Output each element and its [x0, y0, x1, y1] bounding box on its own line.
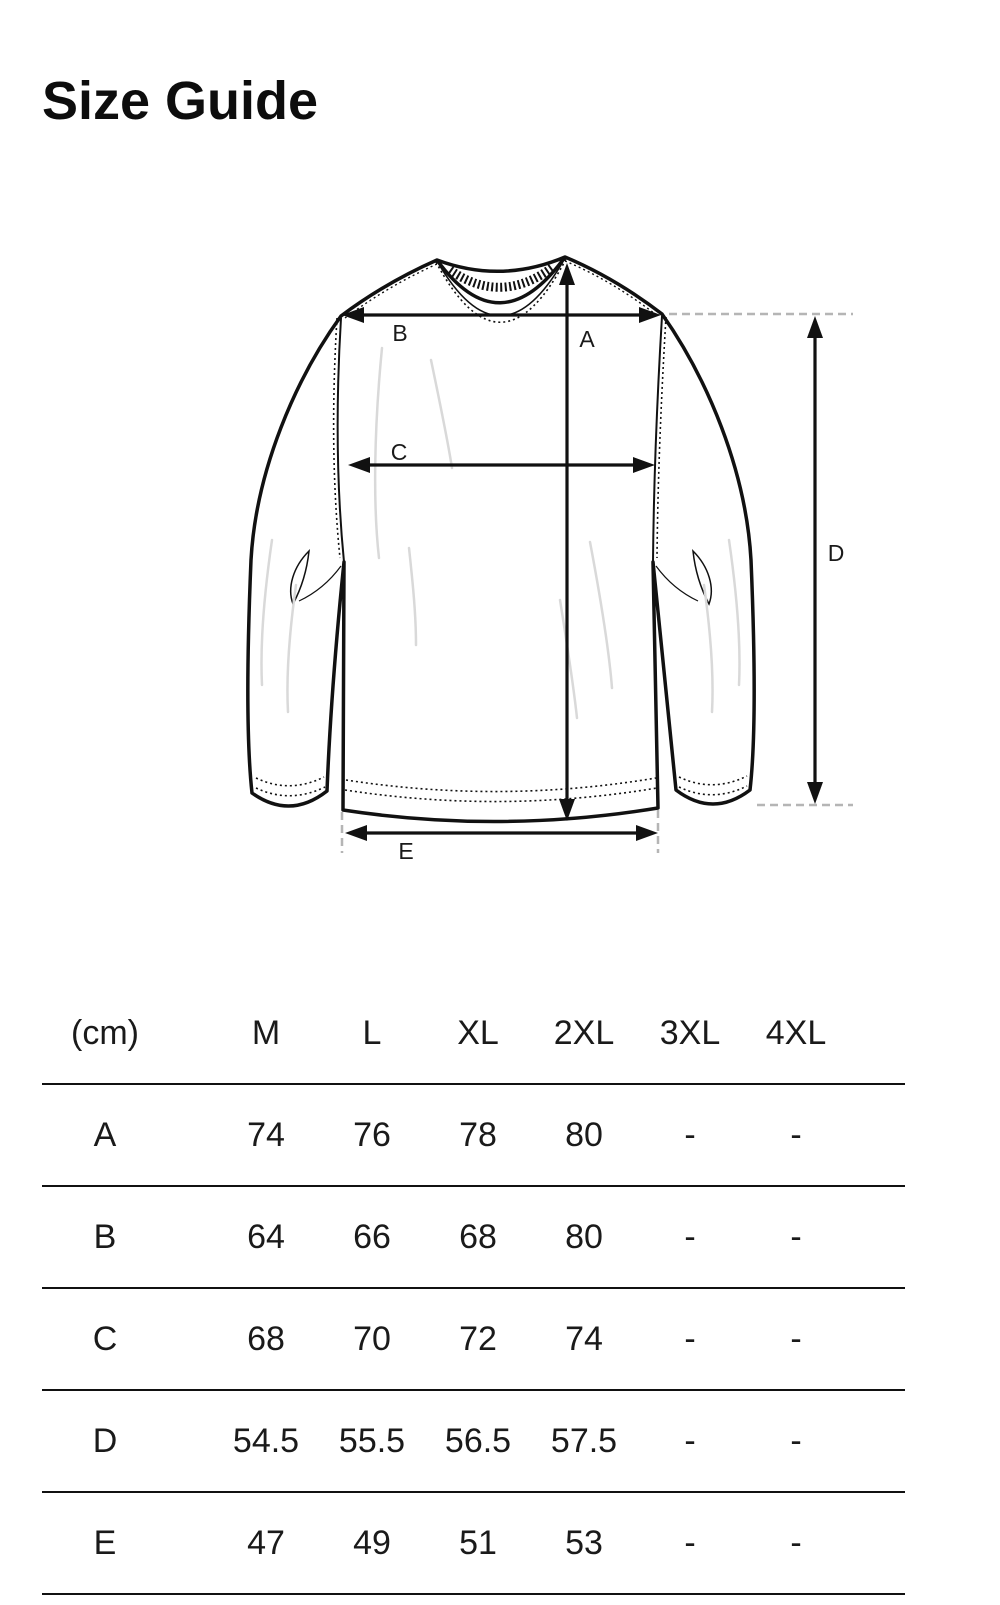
table-cell: 80 [565, 1217, 603, 1256]
table-cell: - [684, 1115, 696, 1154]
table-cell: 76 [353, 1115, 391, 1154]
table-cell: 72 [459, 1319, 497, 1358]
shirt-outline [248, 257, 755, 822]
label-c: C [390, 439, 408, 465]
unit-header: (cm) [71, 1013, 139, 1052]
table-cell: 56.5 [444, 1421, 512, 1460]
table-cell: 68 [459, 1217, 497, 1256]
table-cell: 54.5 [232, 1421, 300, 1460]
table-cell: 80 [565, 1115, 603, 1154]
table-cell: 66 [353, 1217, 391, 1256]
page-title: Size Guide [42, 71, 319, 131]
table-row-b [42, 1187, 905, 1289]
row-label: E [93, 1523, 117, 1562]
arrow-d-sleeve-length [807, 316, 823, 804]
table-cell: 68 [247, 1319, 285, 1358]
table-row-d [42, 1391, 905, 1493]
row-label: D [92, 1421, 118, 1460]
row-label: A [93, 1115, 117, 1154]
table-cell: - [790, 1421, 802, 1460]
table-cell: 64 [247, 1217, 285, 1256]
table-cell: - [684, 1523, 696, 1562]
table-cell: - [790, 1523, 802, 1562]
column-header-4xl: 4XL [765, 1013, 827, 1052]
column-header-3xl: 3XL [659, 1013, 721, 1052]
table-cell: 74 [247, 1115, 285, 1154]
table-cell: 47 [247, 1523, 285, 1562]
table-cell: - [790, 1115, 802, 1154]
row-label: C [92, 1319, 118, 1358]
table-cell: 57.5 [550, 1421, 618, 1460]
table-cell: 53 [565, 1523, 603, 1562]
table-cell: - [684, 1421, 696, 1460]
arrow-e-hem-width [345, 825, 658, 841]
column-header-xl: XL [457, 1013, 499, 1052]
table-cell: 51 [459, 1523, 497, 1562]
column-header-m: M [251, 1013, 281, 1052]
table-cell: 49 [353, 1523, 391, 1562]
table-cell: 70 [353, 1319, 391, 1358]
size-table [42, 983, 905, 1595]
table-cell: 55.5 [338, 1421, 406, 1460]
table-cell: - [790, 1319, 802, 1358]
label-e: E [398, 838, 414, 864]
label-b: B [392, 320, 408, 346]
table-row-e [42, 1493, 905, 1595]
table-row-a [42, 1085, 905, 1187]
table-row-c [42, 1289, 905, 1391]
column-header-l: L [362, 1013, 382, 1052]
table-cell: 78 [459, 1115, 497, 1154]
label-d: D [827, 540, 845, 566]
row-label: B [93, 1217, 117, 1256]
label-a: A [579, 326, 595, 352]
size-table-header-row [42, 983, 905, 1085]
table-cell: 74 [565, 1319, 603, 1358]
column-header-2xl: 2XL [553, 1013, 615, 1052]
table-cell: - [790, 1217, 802, 1256]
table-cell: - [684, 1217, 696, 1256]
table-cell: - [684, 1319, 696, 1358]
